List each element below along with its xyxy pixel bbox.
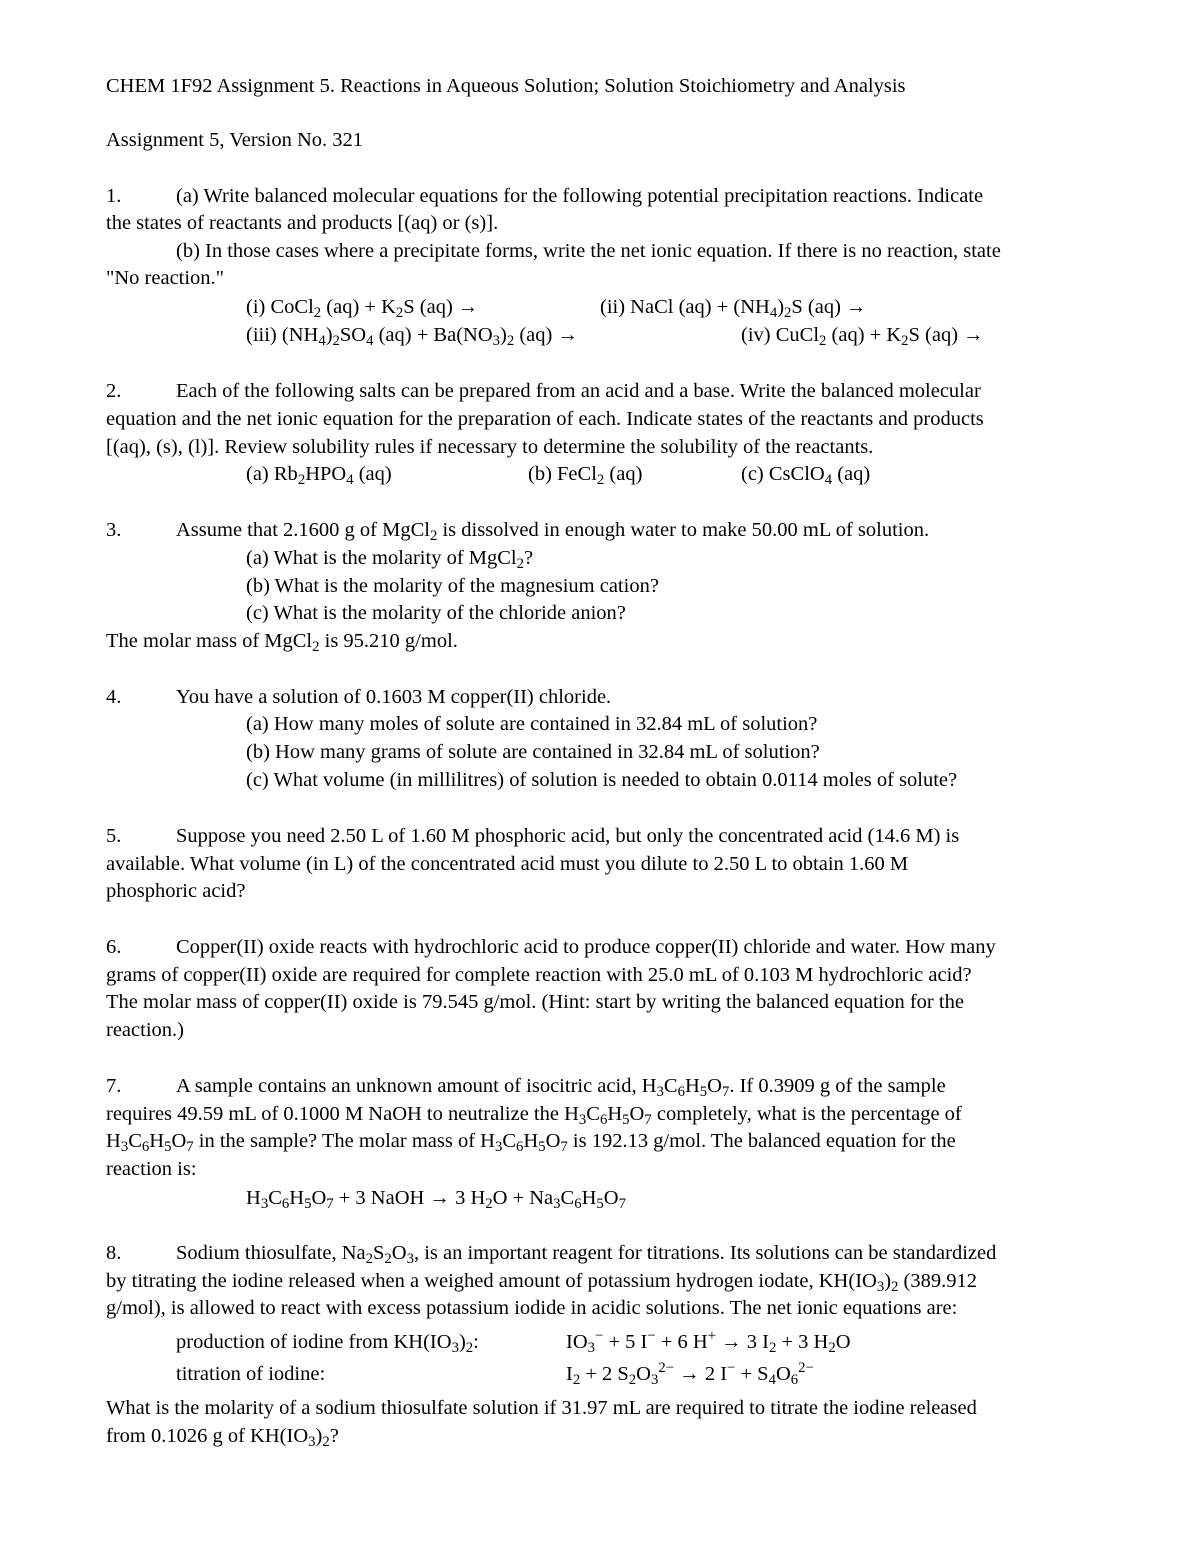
iodine-titration-equation: $I_2 + 2$ $S_2O_3^{2-} \to 2$ $I^- + S_4O_6^{2-}$ — [566, 1359, 814, 1389]
question-2-number: 2. — [106, 380, 122, 402]
question-4b: (b) How many grams of solute are contained in 32.84 mL of solution? — [246, 741, 820, 763]
question-1b-text: (b) In those cases where a precipitate forms, write the net ionic equation. If there is no reaction, state — [176, 240, 1001, 262]
question-8-text-cont2: g/mol), is allowed to react with excess potassium iodide in acidic solutions. The net ionic equations are: — [106, 1297, 958, 1319]
salt-a: (a) $Rb_2HPO_4$ (aq) — [246, 463, 392, 489]
question-5-text-cont2: phosphoric acid? — [106, 880, 246, 902]
question-5-number: 5. — [106, 825, 122, 847]
iodine-production-equation: $IO_3^- + 5$ I− + 6 H+ → 3 $I_2 + 3$ $H_2O$ — [566, 1327, 851, 1357]
question-8-number: 8. — [106, 1242, 122, 1264]
question-2-text-cont: equation and the net ionic equation for the preparation of each. Indicate states of the reactants and products — [106, 408, 984, 430]
question-8-question-cont: from 0.1026 g of $KH(IO_3)_2$? — [106, 1425, 339, 1451]
document-title: CHEM 1F92 Assignment 5. Reactions in Aqueous Solution; Solution Stoichiometry and Analysis — [106, 75, 906, 97]
question-7-text: A sample contains an unknown amount of isocitric acid, $H_3C_6H_5O_7$. If 0.3909 g of the sample — [176, 1075, 946, 1101]
reaction-iii: (iii) $(NH_4)_2SO_4$ $(aq) + Ba(NO_3)_2$ (aq) → — [246, 324, 578, 350]
question-4-text: You have a solution of 0.1603 M copper(II) chloride. — [176, 686, 612, 708]
question-2-text: Each of the following salts can be prepared from an acid and a base. Write the balanced molecular — [176, 380, 981, 402]
iodine-titration-label: titration of iodine: — [176, 1363, 326, 1385]
question-7-equation: $H_3C_6H_5O_7 + 3$ NaOH → 3 $H_2O + Na_3C_6H_5O_7$ — [246, 1187, 626, 1213]
question-3-molar-mass: The molar mass of MgCl$_2$ is 95.210 g/mol. — [106, 630, 458, 656]
question-1b-text-cont: "No reaction." — [106, 267, 225, 289]
reaction-ii: (ii) NaCl $(aq) + (NH_4)_2S$ (aq) → — [600, 296, 867, 322]
question-3b: (b) What is the molarity of the magnesium cation? — [246, 575, 659, 597]
question-6-text-cont2: The molar mass of copper(II) oxide is 79.545 g/mol. (Hint: start by writing the balanced equation for the — [106, 991, 964, 1013]
question-1a-text-cont: the states of reactants and products [(aq) or (s)]. — [106, 212, 499, 234]
question-1-number: 1. — [106, 185, 122, 207]
question-5-text: Suppose you need 2.50 L of 1.60 M phosphoric acid, but only the concentrated acid (14.6 M) is — [176, 825, 960, 847]
question-7-text-cont: requires 49.59 mL of 0.1000 M NaOH to neutralize the $H_3C_6H_5O_7$ completely, what is the percentage of — [106, 1103, 962, 1129]
question-4c: (c) What volume (in millilitres) of solution is needed to obtain 0.0114 moles of solute? — [246, 769, 958, 791]
iodine-production-label: production of iodine from $KH(IO_3)_2$: — [176, 1331, 479, 1357]
reaction-i: (i) CoCl$_2$ $(aq) + K_2S$ (aq) → — [246, 296, 479, 322]
question-8-question: What is the molarity of a sodium thiosulfate solution if 31.97 mL are required to titrate the iodine released — [106, 1397, 977, 1419]
question-6-text-cont3: reaction.) — [106, 1019, 184, 1041]
question-7-text-cont3: reaction is: — [106, 1158, 197, 1180]
salt-c: (c) CsClO$_4$ (aq) — [741, 463, 871, 489]
question-3-text: Assume that 2.1600 g of MgCl$_2$ is dissolved in enough water to make 50.00 mL of solution. — [176, 519, 930, 545]
question-6-text: Copper(II) oxide reacts with hydrochloric acid to produce copper(II) chloride and water. How many — [176, 936, 996, 958]
question-7-number: 7. — [106, 1075, 122, 1097]
question-4a: (a) How many moles of solute are contained in 32.84 mL of solution? — [246, 713, 818, 735]
question-6-text-cont: grams of copper(II) oxide are required for complete reaction with 25.0 mL of 0.103 M hydrochloric acid? — [106, 964, 972, 986]
question-8-text-cont: by titrating the iodine released when a weighed amount of potassium hydrogen iodate, $KH(IO_3)_2$ (389.912 — [106, 1270, 977, 1296]
question-3c: (c) What is the molarity of the chloride anion? — [246, 602, 626, 624]
reaction-iv: (iv) CuCl$_2$ $(aq) + K_2S$ (aq) → — [741, 324, 984, 350]
question-8-text: Sodium thiosulfate, $Na_2S_2O_3$, is an important reagent for titrations. Its solutions can be standardized — [176, 1242, 997, 1268]
salt-b: (b) FeCl$_2$ (aq) — [528, 463, 643, 489]
question-2-text-cont2: [(aq), (s), (l)]. Review solubility rules if necessary to determine the solubility of the reactants. — [106, 436, 874, 458]
version-line: Assignment 5, Version No. 321 — [106, 129, 364, 151]
question-1a-text: (a) Write balanced molecular equations for the following potential precipitation reactions. Indicate — [176, 185, 984, 207]
question-4-number: 4. — [106, 686, 122, 708]
question-5-text-cont: available. What volume (in L) of the concentrated acid must you dilute to 2.50 L to obtain 1.60 M — [106, 853, 909, 875]
question-7-text-cont2: $H_3C_6H_5O_7$ in the sample? The molar mass of $H_3C_6H_5O_7$ is 192.13 g/mol. The balanced equation for the — [106, 1130, 956, 1156]
question-6-number: 6. — [106, 936, 122, 958]
question-3-number: 3. — [106, 519, 122, 541]
question-3a: (a) What is the molarity of MgCl$_2$? — [246, 547, 534, 573]
